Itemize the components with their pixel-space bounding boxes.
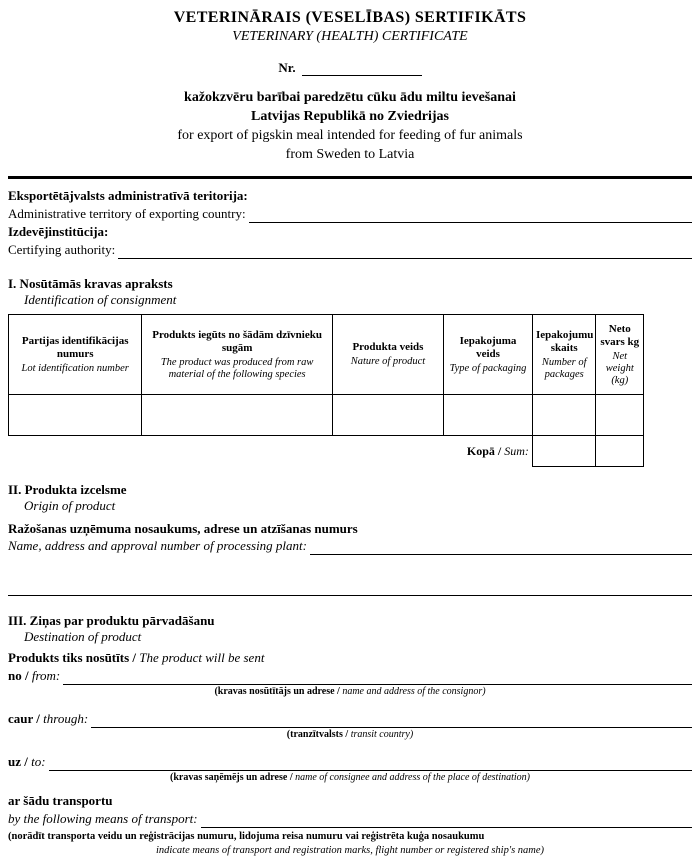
table-sum-row xyxy=(9,436,644,467)
through-note-lv: (tranzītvalsts / xyxy=(286,729,349,740)
to-blank-line xyxy=(49,756,692,771)
table-cell-empty xyxy=(444,395,533,436)
purpose-lv-line2: Latvijas Republikā no Zviedrijas xyxy=(251,109,449,124)
consignment-table xyxy=(8,314,644,467)
from-note-lv: (kravas nosūtītājs un adrese / xyxy=(214,686,340,697)
sum-row-spacer xyxy=(9,436,444,467)
col-label-lv: Produkts iegūts no šādām dzīvnieku sugām xyxy=(152,328,322,354)
section-1-heading-lv: I. Nosūtāmās kravas apraksts xyxy=(8,276,173,291)
authority-label-lv: Izdevējinstitūcija: xyxy=(8,224,109,239)
product-sent-line xyxy=(8,649,692,667)
section-1 xyxy=(8,275,692,467)
section-1-heading-en: Identification of consignment xyxy=(24,292,177,307)
col-label-en: Type of packaging xyxy=(449,362,527,374)
authority-field-row xyxy=(8,241,692,259)
plant-field-row xyxy=(8,537,692,555)
sum-label xyxy=(444,436,533,467)
certificate-subtitle: VETERINARY (HEALTH) CERTIFICATE xyxy=(232,29,468,44)
section-3-heading-en: Destination of product xyxy=(24,629,142,644)
through-blank-line xyxy=(91,713,692,728)
territory-label-en: Administrative territory of exporting country: xyxy=(8,206,246,221)
sent-label-en: The product will be sent xyxy=(139,650,265,665)
col-label-en: The product was produced from raw material of the following species xyxy=(160,356,314,380)
col-header-nature xyxy=(332,315,443,395)
col-label-en: Lot identification number xyxy=(21,362,129,374)
col-header-net-weight xyxy=(596,315,644,395)
table-cell-empty xyxy=(596,395,644,436)
territory-field-row xyxy=(8,205,692,223)
transport-note-en: indicate means of transport and registration marks, flight number or registered ship's name) xyxy=(155,845,545,856)
to-note xyxy=(8,771,692,784)
section-3-heading-lv: III. Ziņas par produktu pārvadāšanu xyxy=(8,613,215,628)
table-cell-empty xyxy=(332,395,443,436)
section-2 xyxy=(8,481,692,596)
from-label-lv: no / xyxy=(8,668,29,683)
from-field-row xyxy=(8,667,692,685)
to-label-en: to: xyxy=(31,754,46,769)
section-2-heading-en: Origin of product xyxy=(24,498,116,513)
certificate-number-row xyxy=(8,60,692,76)
purpose-block xyxy=(8,88,692,164)
plant-continuation-line xyxy=(8,579,692,596)
through-label-en: through: xyxy=(43,711,89,726)
authority-blank-line xyxy=(118,244,692,259)
from-blank-line xyxy=(63,670,692,685)
through-note xyxy=(8,728,692,741)
transport-note-lv: (norādīt transporta veidu un reģistrācijas numuru, lidojuma reisa numuru vai reģistrēta kuģa nosaukumu xyxy=(8,831,485,842)
plant-label-en: Name, address and approval number of processing plant: xyxy=(8,538,307,553)
table-cell-empty xyxy=(142,395,333,436)
col-header-packaging xyxy=(444,315,533,395)
section-3 xyxy=(8,612,692,858)
transport-field-row xyxy=(8,810,692,828)
col-label-en: Number of packages xyxy=(541,356,587,380)
from-note-en: name and address of the consignor) xyxy=(342,686,486,697)
through-label-lv: caur / xyxy=(8,711,40,726)
to-note-en: name of consignee and address of the place of destination) xyxy=(295,772,530,783)
col-label-lv: Neto svars kg xyxy=(600,322,640,348)
col-header-species xyxy=(142,315,333,395)
authority-label-en: Certifying authority: xyxy=(8,242,116,257)
sum-label-en: Sum: xyxy=(504,443,529,458)
table-cell-empty xyxy=(532,395,596,436)
table-cell-empty xyxy=(9,395,142,436)
col-label-lv: Iepakojumu skaits xyxy=(535,328,594,354)
col-label-en: Net weight (kg) xyxy=(605,350,634,386)
sum-cell-weight xyxy=(596,436,644,467)
col-header-package-count xyxy=(532,315,596,395)
section-2-heading-lv: II. Produkta izcelsme xyxy=(8,482,127,497)
to-field-row xyxy=(8,753,692,771)
col-header-lot-id xyxy=(9,315,142,395)
from-note xyxy=(8,685,692,698)
exporter-block xyxy=(8,187,692,259)
territory-label-lv: Eksportētājvalsts administratīvā teritorija: xyxy=(8,188,248,203)
through-field-row xyxy=(8,710,692,728)
territory-blank-line xyxy=(249,208,692,223)
purpose-lv-line1: kažokzvēru barībai paredzētu cūku ādu miltu ievešanai xyxy=(184,90,516,105)
col-label-lv: Produkta veids xyxy=(352,341,424,353)
sum-label-lv: Kopā / xyxy=(466,443,502,458)
transport-label-en: by the following means of transport: xyxy=(8,811,198,826)
to-label-lv: uz / xyxy=(8,754,28,769)
col-label-lv: Iepakojuma veids xyxy=(459,334,517,360)
purpose-en-line1: for export of pigskin meal intended for feeding of fur animals xyxy=(177,128,523,143)
plant-blank-line xyxy=(310,540,692,555)
header-divider xyxy=(8,176,692,179)
to-note-lv: (kravas saņēmējs un adrese / xyxy=(170,772,293,783)
table-empty-data-row xyxy=(9,395,644,436)
transport-blank-line xyxy=(201,813,692,828)
nr-blank-line xyxy=(302,62,422,76)
from-label-en: from: xyxy=(31,668,61,683)
plant-label-lv: Ražošanas uzņēmuma nosaukums, adrese un atzīšanas numurs xyxy=(8,521,358,536)
col-label-en: Nature of product xyxy=(350,356,426,367)
table-header-row xyxy=(9,315,644,395)
sent-label-lv: Produkts tiks nosūtīts / xyxy=(8,650,136,665)
through-note-en: transit country) xyxy=(350,729,414,740)
sum-cell-packages xyxy=(532,436,596,467)
nr-label: Nr. xyxy=(278,60,296,75)
col-label-lv: Partijas identifikācijas numurs xyxy=(21,334,129,360)
transport-label-lv: ar šādu transportu xyxy=(8,793,113,808)
purpose-en-line2: from Sweden to Latvia xyxy=(285,147,415,162)
certificate-title: VETERINĀRAIS (VESELĪBAS) SERTIFIKĀTS xyxy=(173,9,527,26)
